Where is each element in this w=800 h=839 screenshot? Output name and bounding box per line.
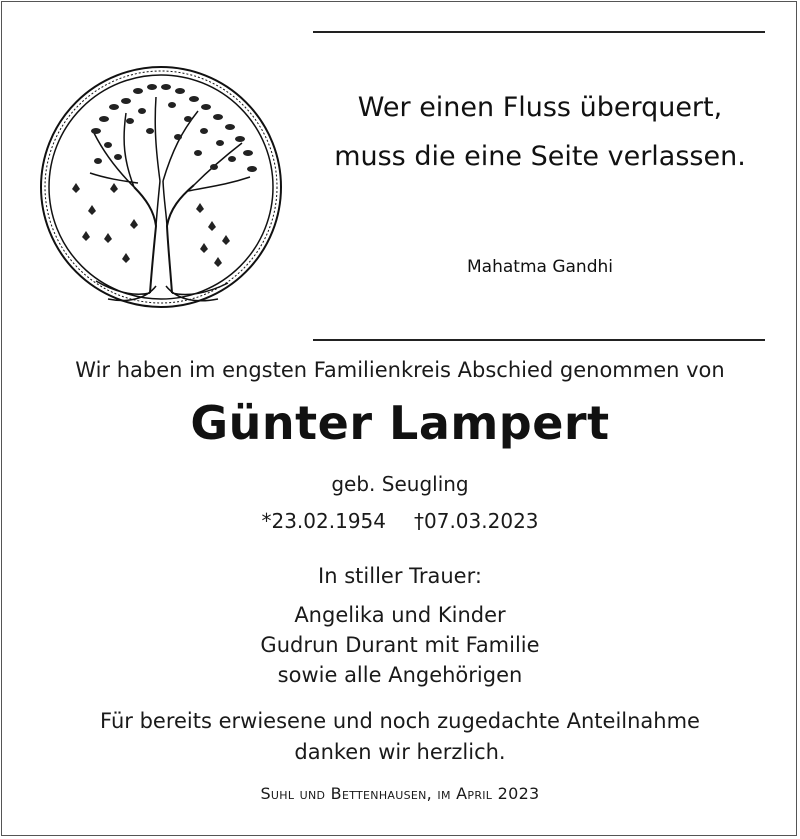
mourner: Gudrun Durant mit Familie (260, 633, 540, 657)
quote-author: Mahatma Gandhi (467, 257, 613, 277)
birth-date: 23.02.1954 (271, 509, 386, 533)
death-symbol: † (414, 509, 424, 533)
mourner: Angelika und Kinder (294, 603, 506, 627)
tree-of-life-icon (38, 61, 284, 313)
quote-line: muss die eine Seite verlassen. (334, 141, 746, 172)
birth-name: geb. Seugling (331, 472, 469, 496)
mourning-heading: In stiller Trauer: (318, 564, 482, 588)
death-date: 07.03.2023 (424, 509, 539, 533)
intro-text: Wir haben im engsten Familienkreis Abschied genommen von (75, 358, 725, 382)
mourners-list (0, 600, 800, 690)
quote-line: Wer einen Fluss überquert, (357, 92, 723, 123)
birth-symbol: * (261, 509, 272, 533)
divider-top (313, 31, 765, 33)
life-dates (0, 509, 800, 533)
divider-bottom (313, 339, 765, 341)
place-date: Suhl und Bettenhausen, im April 2023 (260, 784, 540, 803)
thanks-line: Für bereits erwiesene und noch zugedachte Anteilnahme (100, 709, 700, 733)
thanks-text (0, 706, 800, 768)
quote (300, 83, 780, 181)
mourner: sowie alle Angehörigen (277, 663, 523, 687)
thanks-line: danken wir herzlich. (294, 740, 506, 764)
deceased-name: Günter Lampert (190, 396, 610, 450)
